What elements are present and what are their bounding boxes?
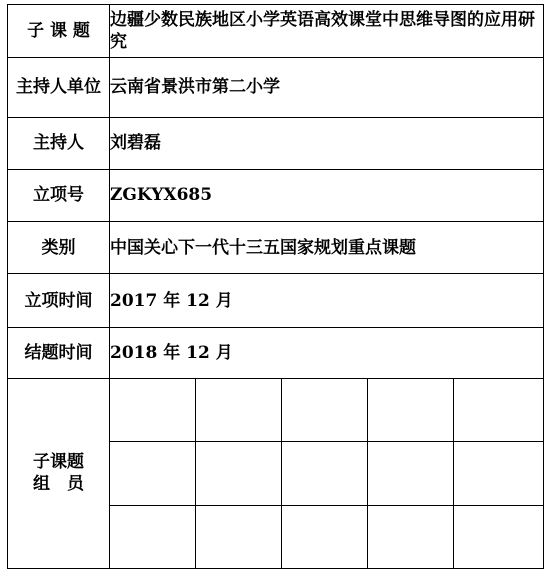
- project-no-label: 立项号: [8, 169, 110, 221]
- member-cell[interactable]: [196, 442, 282, 505]
- member-cell[interactable]: [368, 378, 454, 441]
- member-cell[interactable]: [110, 442, 196, 505]
- member-cell[interactable]: [110, 505, 196, 568]
- row-subject-title: [8, 5, 544, 58]
- category-label: 类别: [8, 222, 110, 274]
- subject-title-value: 边疆少数民族地区小学英语高效课堂中思维导图的应用研究: [110, 5, 544, 58]
- row-completion-time: [8, 327, 544, 378]
- members-label-line1: 子课题: [33, 452, 84, 473]
- project-info-table: [7, 4, 544, 569]
- row-host-unit: [8, 58, 544, 117]
- members-label: [8, 378, 110, 568]
- row-project-no: [8, 169, 544, 221]
- category-value: 中国关心下一代十三五国家规划重点课题: [110, 222, 544, 274]
- member-cell[interactable]: [282, 378, 368, 441]
- member-row: [8, 378, 544, 441]
- row-approval-time: [8, 274, 544, 327]
- completion-time-value: 2018 年 12 月: [110, 327, 544, 378]
- row-category: [8, 222, 544, 274]
- member-cell[interactable]: [454, 378, 544, 441]
- member-cell[interactable]: [282, 442, 368, 505]
- member-cell[interactable]: [454, 505, 544, 568]
- row-host: [8, 117, 544, 169]
- member-cell[interactable]: [368, 442, 454, 505]
- member-cell[interactable]: [282, 505, 368, 568]
- completion-time-label: 结题时间: [8, 327, 110, 378]
- host-value: 刘碧磊: [110, 117, 544, 169]
- member-cell[interactable]: [196, 378, 282, 441]
- host-unit-value: 云南省景洪市第二小学: [110, 58, 544, 117]
- host-label: 主持人: [8, 117, 110, 169]
- member-cell[interactable]: [110, 378, 196, 441]
- approval-time-label: 立项时间: [8, 274, 110, 327]
- member-cell[interactable]: [196, 505, 282, 568]
- member-cell[interactable]: [368, 505, 454, 568]
- subject-title-label: 子 课 题: [8, 5, 110, 58]
- host-unit-label: 主持人单位: [8, 58, 110, 117]
- project-no-value: ZGKYX685: [110, 169, 544, 221]
- member-cell[interactable]: [454, 442, 544, 505]
- approval-time-value: 2017 年 12 月: [110, 274, 544, 327]
- members-label-line2: 组 员: [33, 474, 84, 495]
